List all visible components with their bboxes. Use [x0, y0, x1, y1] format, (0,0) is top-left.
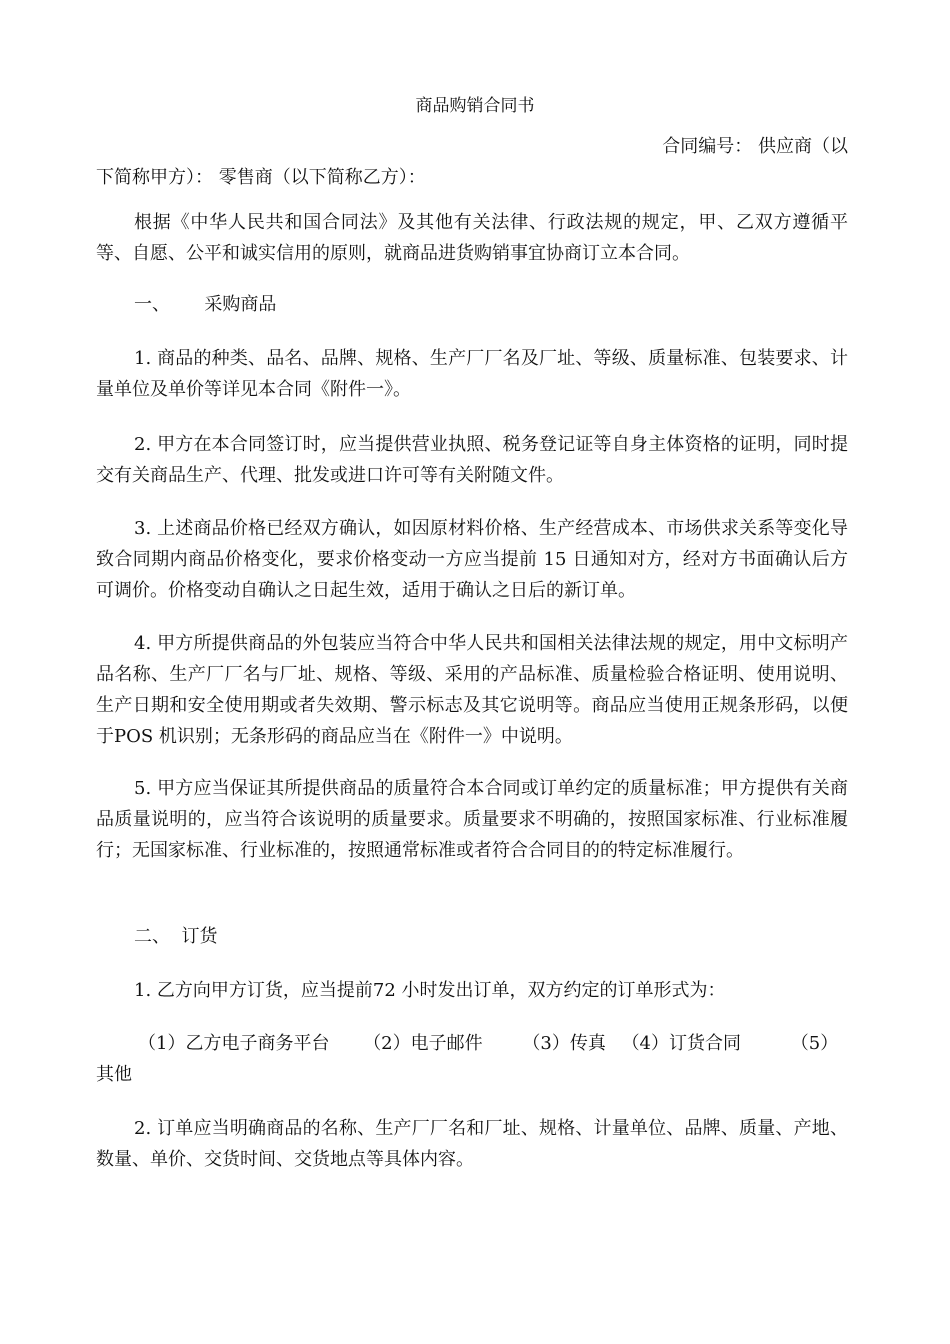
section2-item-1: 1. 乙方向甲方订货，应当提前72 小时发出订单，双方约定的订单形式为： — [134, 980, 726, 1001]
order-form-option: （2）电子邮件 — [363, 1033, 483, 1054]
order-forms-row — [96, 1028, 856, 1059]
section1-item-2: 2. 甲方在本合同签订时，应当提供营业执照、税务登记证等自身主体资格的证明，同时提交有关商品生产、代理、批发或进口许可等有关附随文件。 — [96, 434, 848, 486]
intro-paragraph: 根据《中华人民共和国合同法》及其他有关法律、行政法规的规定，甲、乙双方遵循平等、自愿、公平和诚实信用的原则，就商品进货购销事宜协商订立本合同。 — [96, 212, 848, 264]
contract-number-line: 合同编号： 供应商（以 — [662, 136, 848, 157]
order-form-option: （4）订货合同 — [621, 1033, 742, 1054]
section2-heading-text: 二、 订货 — [134, 926, 218, 947]
order-forms-list — [96, 1028, 856, 1090]
document-title: 商品购销合同书 — [415, 96, 535, 116]
section1-item-3: 3. 上述商品价格已经双方确认，如因原材料价格、生产经营成本、市场供求关系等变化导致合同期内商品价格变化，要求价格变动一方应当提前 15 日通知对方，经对方书面确认后方可调价。价格变动自确认之日起生效，适用于确认之日后的新订单。 — [96, 518, 848, 601]
section1-heading — [96, 289, 848, 320]
section2-heading — [96, 921, 848, 952]
section1-item-5: 5. 甲方应当保证其所提供商品的质量符合本合同或订单约定的质量标准；甲方提供有关商品质量说明的，应当符合该说明的质量要求。质量要求不明确的，按照国家标准、行业标准履行；无国家标准、行业标准的，按照通常标准或者符合合同目的的特定标准履行。 — [96, 778, 848, 861]
parties-line: 下简称甲方）： 零售商（以下简称乙方）： — [96, 167, 426, 188]
order-form-option-other: 其他 — [96, 1064, 132, 1085]
order-form-option: （3）传真 — [522, 1033, 606, 1054]
section2-item-2: 2. 订单应当明确商品的名称、生产厂厂名和厂址、规格、计量单位、品牌、质量、产地、数量、单价、交货时间、交货地点等具体内容。 — [96, 1118, 848, 1170]
section1-item-1: 1. 商品的种类、品名、品牌、规格、生产厂厂名及厂址、等级、质量标准、包装要求、计量单位及单价等详见本合同《附件一》。 — [96, 348, 848, 400]
contract-header — [96, 131, 848, 193]
section1-item-4: 4. 甲方所提供商品的外包装应当符合中华人民共和国相关法律法规的规定，用中文标明产品名称、生产厂厂名与厂址、规格、等级、采用的产品标准、质量检验合格证明、使用说明、生产日期和安全使用期或者失效期、警示标志及其它说明等。商品应当使用正规条形码，以便于POS 机识别；无条形码的商品应当在《附件一》中说明。 — [96, 633, 848, 747]
section1-heading-text: 一、 采购商品 — [134, 294, 277, 315]
order-form-option: （5） — [790, 1033, 839, 1054]
order-form-option: （1）乙方电子商务平台 — [138, 1033, 330, 1054]
